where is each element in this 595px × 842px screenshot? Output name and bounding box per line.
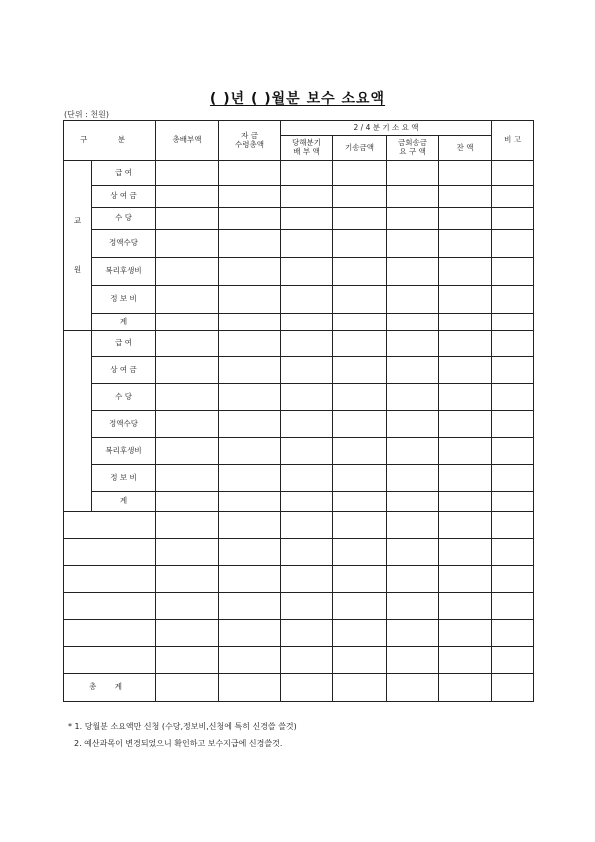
row-label: 정액수당 <box>92 411 156 438</box>
unit-label: (단위 : 천원) <box>64 110 109 119</box>
row-label: 정 보 비 <box>92 286 156 314</box>
row-label: 복리후생비 <box>92 258 156 286</box>
header-self-funded: 자 금 수령총액 <box>219 121 281 161</box>
header-request: 금회송금 요 구 액 <box>387 136 439 161</box>
header-current-quarter: 당해분기 배 부 액 <box>281 136 333 161</box>
grand-total-label: 총 계 <box>64 674 156 702</box>
row-label: 수 당 <box>92 384 156 411</box>
row-label: 정 보 비 <box>92 465 156 492</box>
header-category: 구 분 <box>64 121 156 161</box>
row-label: 상 여 금 <box>92 357 156 384</box>
header-balance: 잔 액 <box>439 136 492 161</box>
row-label: 계 <box>92 492 156 512</box>
row-label: 상 여 금 <box>92 186 156 208</box>
header-total-allocation: 총배부액 <box>156 121 219 161</box>
salary-requirement-table <box>63 120 534 702</box>
header-paid: 기송금액 <box>333 136 387 161</box>
row-label: 급 여 <box>92 161 156 186</box>
row-label: 급 여 <box>92 331 156 357</box>
group2-label <box>64 331 92 512</box>
note-1: * 1. 당월분 소요액만 신청 (수당,정보비,신청에 특히 신경쓸 쓸것) <box>68 722 297 731</box>
header-remarks: 비 고 <box>492 121 534 161</box>
group1-label: 교 원 <box>64 161 92 331</box>
notes <box>68 718 297 752</box>
row-label: 정액수당 <box>92 230 156 258</box>
page-title: ( )년 ( )월분 보수 소요액 <box>209 91 386 107</box>
note-2: 2. 예산과목이 변경되었으니 확인하고 보수지급에 신경쓸것. <box>74 739 283 748</box>
row-label: 계 <box>92 314 156 331</box>
header-quarter-group: 2 / 4 분 기 소 요 액 <box>281 121 492 136</box>
row-label: 수 당 <box>92 208 156 230</box>
row-label: 복리후생비 <box>92 438 156 465</box>
